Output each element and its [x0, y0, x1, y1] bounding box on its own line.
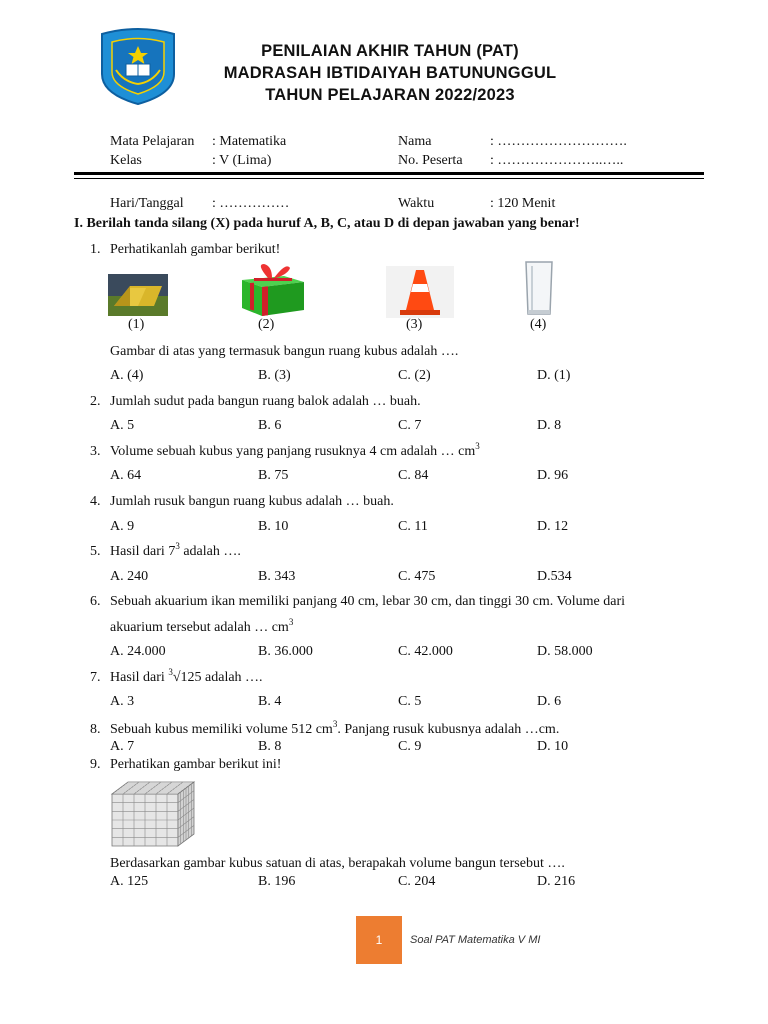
image-label-1: (1) [128, 317, 145, 332]
question-text-end: √125 adalah …. [172, 670, 263, 685]
option-b[interactable]: B. 8 [258, 739, 282, 754]
option-c[interactable]: C. 475 [398, 569, 436, 584]
class-label: Kelas [110, 153, 142, 168]
superscript: 3 [332, 719, 338, 729]
option-a[interactable]: A. 240 [110, 569, 149, 584]
superscript: 3 [175, 541, 180, 551]
option-d[interactable]: D. 216 [537, 874, 576, 889]
name-field[interactable]: : ………………………. [490, 134, 627, 149]
option-c[interactable]: C. 84 [398, 468, 429, 483]
option-a[interactable]: A. 5 [110, 418, 135, 433]
question-number: 4. [90, 494, 101, 509]
question-1 [90, 242, 280, 258]
image-label-2: (2) [258, 317, 275, 332]
option-c[interactable]: C. 9 [398, 739, 422, 754]
subject-value: : Matematika [212, 134, 287, 149]
time-value: : 120 Menit [490, 196, 556, 211]
question-number: 7. [90, 670, 101, 685]
option-c[interactable]: C. 11 [398, 519, 428, 534]
exam-title: PENILAIAN AKHIR TAHUN (PAT) [261, 42, 519, 60]
subject-label: Mata Pelajaran [110, 134, 195, 149]
question-3 [90, 441, 480, 460]
question-7 [90, 667, 263, 686]
question-text: Perhatikanlah gambar berikut! [110, 242, 281, 257]
question-text: Jumlah sudut pada bangun ruang balok adalah … buah. [110, 394, 421, 409]
question-text: Volume sebuah kubus yang panjang rusuknya 4 cm adalah … cm [110, 444, 476, 459]
drinking-glass-image [522, 260, 556, 318]
option-c[interactable]: C. 7 [398, 418, 422, 433]
option-b[interactable]: B. 10 [258, 519, 289, 534]
question-1-follow-up: Gambar di atas yang termasuk bangun ruang kubus adalah …. [110, 344, 459, 359]
question-text: Jumlah rusuk bangun ruang kubus adalah … buah. [110, 494, 394, 509]
option-c[interactable]: C. 5 [398, 694, 422, 709]
question-text: Perhatikan gambar berikut ini! [110, 757, 282, 772]
page-number-badge: 1 [356, 916, 402, 964]
tent-image [108, 274, 168, 316]
superscript: 3 [288, 617, 294, 627]
option-d[interactable]: D. 58.000 [537, 644, 593, 659]
question-text: Sebuah akuarium ikan memiliki panjang 40 cm, lebar 30 cm, dan tinggi 30 cm. Volume dari [110, 594, 626, 609]
option-c[interactable]: C. 42.000 [398, 644, 453, 659]
question-number: 8. [90, 722, 101, 737]
question-8 [90, 719, 560, 738]
option-d[interactable]: D. (1) [537, 368, 571, 383]
question-4 [90, 494, 394, 510]
option-a[interactable]: A. 7 [110, 739, 135, 754]
question-number: 2. [90, 394, 101, 409]
question-text: akuarium tersebut adalah … cm [110, 620, 289, 635]
option-a[interactable]: A. 125 [110, 874, 149, 889]
option-d[interactable]: D. 6 [537, 694, 562, 709]
question-9 [90, 757, 281, 773]
gift-box-image [238, 262, 308, 318]
question-number: 9. [90, 757, 101, 772]
option-a[interactable]: A. 9 [110, 519, 135, 534]
school-name: MADRASAH IBTIDAIYAH BATUNUNGGUL [223, 64, 557, 82]
option-d[interactable]: D.534 [537, 569, 572, 584]
question-number: 1. [90, 242, 101, 257]
date-label: Hari/Tanggal [110, 196, 184, 211]
question-text-end: adalah …. [179, 544, 241, 559]
school-year: TAHUN PELAJARAN 2022/2023 [265, 86, 515, 104]
option-b[interactable]: B. (3) [258, 368, 291, 383]
option-a[interactable]: A. 64 [110, 468, 142, 483]
image-label-4: (4) [530, 317, 547, 332]
question-5 [90, 541, 241, 560]
option-b[interactable]: B. 75 [258, 468, 289, 483]
superscript: 3 [475, 441, 480, 451]
option-d[interactable]: D. 10 [537, 739, 569, 754]
option-d[interactable]: D. 12 [537, 519, 569, 534]
class-value: : V (Lima) [212, 153, 272, 168]
option-d[interactable]: D. 96 [537, 468, 569, 483]
header-divider-thin [74, 178, 704, 179]
option-a[interactable]: A. 24.000 [110, 644, 166, 659]
option-b[interactable]: B. 343 [258, 569, 296, 584]
option-b[interactable]: B. 4 [258, 694, 282, 709]
option-b[interactable]: B. 36.000 [258, 644, 313, 659]
question-number: 3. [90, 444, 101, 459]
question-number: 5. [90, 544, 101, 559]
question-9-follow-up: Berdasarkan gambar kubus satuan di atas, berapakah volume bangun tersebut …. [110, 856, 565, 871]
option-c[interactable]: C. 204 [398, 874, 436, 889]
option-b[interactable]: B. 196 [258, 874, 296, 889]
unit-cube-block-image [110, 780, 196, 848]
header-divider-thick [74, 172, 704, 175]
option-c[interactable]: C. (2) [398, 368, 431, 383]
date-field[interactable]: : …………… [212, 196, 290, 211]
name-label: Nama [398, 134, 432, 149]
option-d[interactable]: D. 8 [537, 418, 562, 433]
participant-number-field[interactable]: : …………………..….. [490, 153, 624, 168]
superscript: 3 [168, 667, 173, 677]
traffic-cone-image [386, 266, 454, 318]
footer-caption: Soal PAT Matematika V MI [410, 934, 541, 946]
option-b[interactable]: B. 6 [258, 418, 282, 433]
option-a[interactable]: A. 3 [110, 694, 135, 709]
question-text-end: . Panjang rusuk kubusnya adalah …cm. [337, 722, 560, 737]
participant-number-label: No. Peserta [398, 153, 463, 168]
image-label-3: (3) [406, 317, 423, 332]
school-logo [94, 26, 182, 106]
question-2 [90, 394, 421, 410]
question-text: Hasil dari 7 [110, 544, 176, 559]
question-number: 6. [90, 594, 101, 609]
time-label: Waktu [398, 196, 435, 211]
section-instruction: I. Berilah tanda silang (X) pada huruf A, B, C, atau D di depan jawaban yang benar! [74, 216, 580, 231]
question-6 [90, 594, 625, 610]
option-a[interactable]: A. (4) [110, 368, 144, 383]
question-text: Hasil dari [110, 670, 169, 685]
question-6-continued [110, 617, 294, 636]
question-text: Sebuah kubus memiliki volume 512 cm [110, 722, 333, 737]
